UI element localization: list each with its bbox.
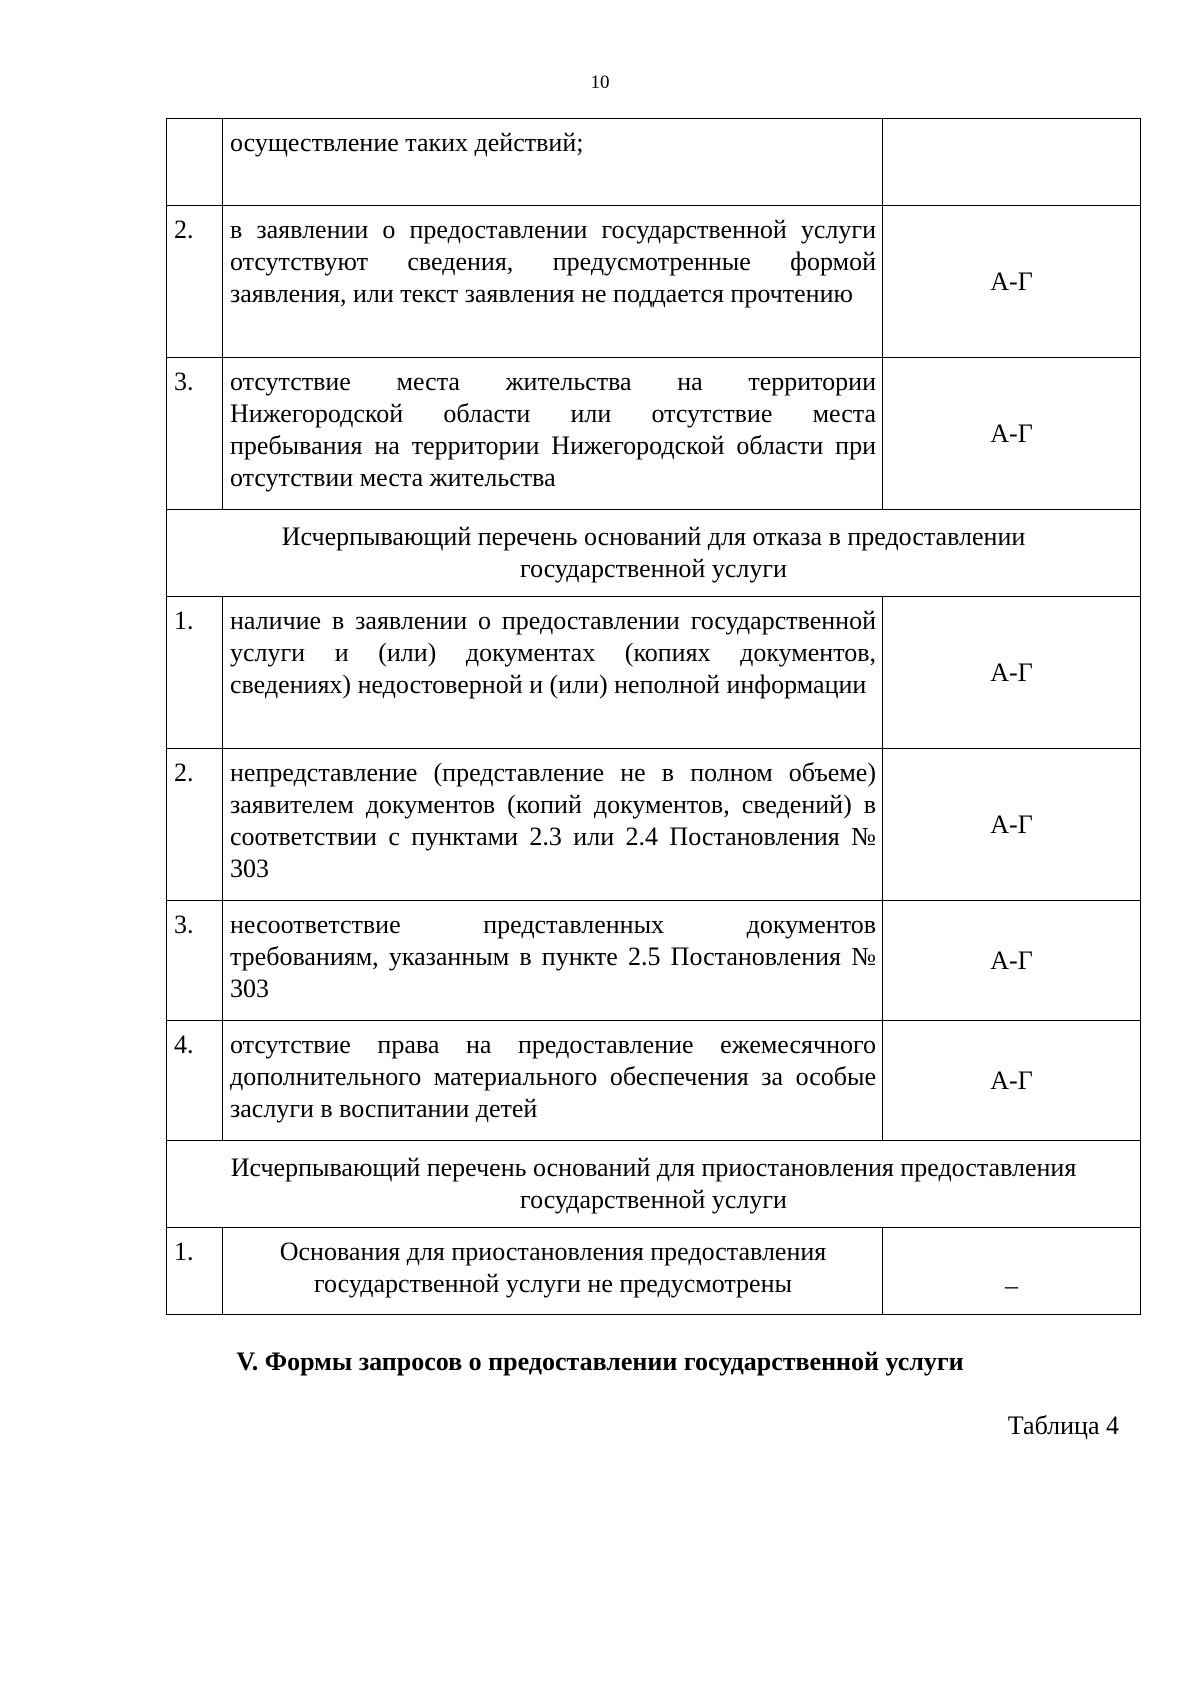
refusal-grounds-header: Исчерпывающий перечень оснований для отказа в предоставлении государственной услуги — [167, 510, 1141, 597]
row-number — [167, 119, 223, 206]
table-section-header — [167, 1141, 1141, 1228]
page-number: 10 — [590, 72, 610, 93]
table-caption: Таблица 4 — [1007, 1411, 1119, 1440]
row-number: 3. — [167, 358, 223, 510]
grounds-table — [166, 118, 1141, 1315]
section-title: V. Формы запросов о предоставлении государственной услуги — [236, 1347, 964, 1376]
row-number: 4. — [167, 1021, 223, 1141]
row-code — [883, 119, 1141, 206]
row-number: 2. — [167, 749, 223, 901]
row-code: А-Г — [883, 597, 1141, 749]
table-section-header — [167, 510, 1141, 597]
row-code: А-Г — [883, 1021, 1141, 1141]
suspension-grounds-header: Исчерпывающий перечень оснований для приостановления предоставления государственной услуги — [167, 1141, 1141, 1228]
row-number: 3. — [167, 901, 223, 1021]
table-row — [167, 597, 1141, 749]
table-row — [167, 119, 1141, 206]
row-text: отсутствие места жительства на территории Нижегородской области или отсутствие места пребывания на территории Нижегородской области при отсутствии места жительства — [223, 358, 883, 510]
row-code: А-Г — [883, 749, 1141, 901]
row-code: А-Г — [883, 901, 1141, 1021]
row-text: осуществление таких действий; — [223, 119, 883, 206]
row-number: 1. — [167, 1228, 223, 1315]
row-number: 1. — [167, 597, 223, 749]
row-text: несоответствие представленных документов требованиям, указанным в пункте 2.5 Постановления № 303 — [223, 901, 883, 1021]
table-row — [167, 901, 1141, 1021]
row-text: наличие в заявлении о предоставлении государственной услуги и (или) документах (копиях документов, сведениях) недостоверной и (или) неполной информации — [223, 597, 883, 749]
row-code: – — [883, 1228, 1141, 1315]
row-code: А-Г — [883, 358, 1141, 510]
table-row — [167, 749, 1141, 901]
row-text: отсутствие права на предоставление ежемесячного дополнительного материального обеспечения за особые заслуги в воспитании детей — [223, 1021, 883, 1141]
row-number: 2. — [167, 206, 223, 358]
row-code: А-Г — [883, 206, 1141, 358]
row-text: в заявлении о предоставлении государственной услуги отсутствуют сведения, предусмотренные формой заявления, или текст заявления не поддается прочтению — [223, 206, 883, 358]
row-text: непредставление (представление не в полном объеме) заявителем документов (копий документов, сведений) в соответствии с пунктами 2.3 или 2.4 Постановления № 303 — [223, 749, 883, 901]
row-text: Основания для приостановления предоставления государственной услуги не предусмотрены — [223, 1228, 883, 1315]
table-row — [167, 358, 1141, 510]
table-row — [167, 1228, 1141, 1315]
table-row — [167, 206, 1141, 358]
table-row — [167, 1021, 1141, 1141]
